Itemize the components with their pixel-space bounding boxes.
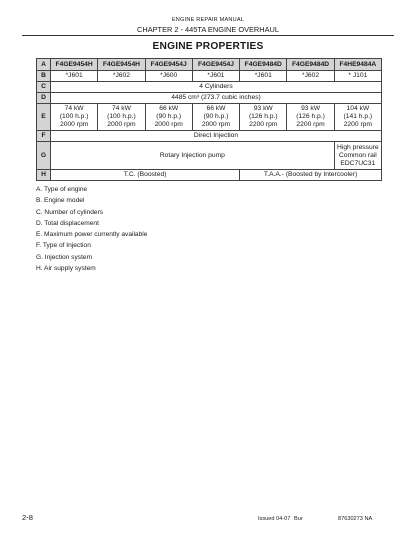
note-item: C. Number of cylinders [36, 208, 104, 216]
note-item: D. Total displacement [36, 219, 99, 227]
row-injection-type [37, 131, 382, 142]
cylinders-cell: 4 Cylinders [51, 82, 382, 93]
row-label: H [37, 170, 51, 181]
engine-model-cell: *J600 [145, 71, 192, 82]
power-kw: 104 kW [346, 105, 370, 112]
row-label: C [37, 82, 51, 93]
note-item: A. Type of engine [36, 186, 88, 193]
power-rpm: 2000 rpm [154, 121, 183, 128]
row-injection-system [37, 142, 382, 170]
power-kw: 93 kW [253, 105, 273, 112]
row-label: A [37, 59, 51, 71]
engine-type-cell: F4HE9484A [334, 59, 381, 71]
power-hp: (141 h.p.) [343, 113, 373, 120]
power-kw: 74 kW [111, 105, 131, 112]
row-label: D [37, 93, 51, 104]
note-item: H. Air supply system [36, 265, 96, 273]
intercooler-cell: T.A.A.- (Boosted by Intercooler) [240, 170, 382, 181]
displacement-cell: 4485 cm³ (273.7 cubic inches) [51, 93, 382, 104]
engine-type-cell: F4GE9454H [98, 59, 145, 71]
engine-type-cell: F4GE9454J [192, 59, 239, 71]
chapter-header: CHAPTER 2 - 445TA ENGINE OVERHAUL [137, 25, 279, 34]
power-rpm: 2200 rpm [343, 121, 372, 128]
power-hp: (100 h.p.) [59, 113, 89, 120]
power-hp: (90 h.p.) [203, 113, 229, 120]
power-kw: 93 kW [301, 105, 321, 112]
power-hp: (126 h.p.) [296, 113, 325, 120]
common-rail-cell [334, 142, 381, 170]
row-label: B [37, 71, 51, 82]
row-cylinders [37, 82, 382, 93]
power-hp: (100 h.p.) [107, 113, 136, 120]
power-kw: 66 kW [206, 105, 226, 112]
power-cell [51, 104, 98, 131]
manual-header: ENGINE REPAIR MANUAL [171, 17, 245, 23]
power-cell [145, 104, 192, 131]
power-rpm: 2000 rpm [107, 121, 136, 128]
language-code: Bur [294, 516, 303, 522]
common-rail-line: EDC7UC31 [340, 159, 376, 167]
row-engine-model [37, 71, 382, 82]
row-label: F [37, 131, 51, 142]
page-number: 2-8 [22, 513, 33, 522]
row-displacement [37, 93, 382, 104]
common-rail-line: High pressure [337, 143, 379, 151]
power-cell [334, 104, 381, 131]
row-label: E [37, 104, 51, 131]
rotary-pump-cell: Rotary Injection pump [51, 142, 335, 170]
row-air-supply [37, 170, 382, 181]
header-divider [22, 35, 394, 36]
note-item: G. Injection system [36, 253, 93, 261]
engine-model-cell: *J601 [51, 71, 98, 82]
boosted-cell: T.C. (Boosted) [51, 170, 240, 181]
engine-properties-table [36, 58, 382, 181]
row-label: G [37, 142, 51, 170]
page-title: ENGINE PROPERTIES [152, 41, 264, 52]
power-cell [98, 104, 145, 131]
row-engine-type [37, 59, 382, 71]
power-hp: (126 h.p.) [248, 113, 278, 120]
power-cell [287, 104, 334, 131]
power-rpm: 2000 rpm [201, 121, 231, 128]
document-number: 87630273 NA [338, 516, 373, 522]
engine-model-cell: *J601 [240, 71, 287, 82]
engine-type-cell: F4GE9484D [240, 59, 287, 71]
note-item: E. Maximum power currently available [36, 231, 148, 239]
power-kw: 74 kW [64, 105, 84, 112]
engine-model-cell: *J601 [192, 71, 239, 82]
power-cell [240, 104, 287, 131]
power-rpm: 2200 rpm [249, 121, 278, 128]
power-cell [192, 104, 239, 131]
power-hp: (90 h.p.) [156, 113, 182, 120]
power-rpm: 2200 rpm [296, 121, 325, 128]
power-kw: 66 kW [159, 105, 179, 112]
power-rpm: 2000 rpm [60, 121, 89, 128]
note-item: B. Engine model [36, 197, 85, 205]
engine-model-cell: *J602 [98, 71, 145, 82]
injection-type-cell: Direct Injection [51, 131, 382, 142]
note-item: F. Type of Injection [36, 242, 91, 250]
row-power [37, 104, 382, 131]
engine-model-cell: *J602 [287, 71, 334, 82]
engine-type-cell: F4GE9454H [51, 59, 98, 71]
engine-type-cell: F4GE9454J [145, 59, 192, 71]
engine-model-cell: * J101 [334, 71, 381, 82]
common-rail-line: Common rail [338, 151, 377, 159]
legend-notes [36, 184, 147, 274]
engine-type-cell: F4GE9484D [287, 59, 334, 71]
issued-date: Issued 04-07 [258, 516, 291, 522]
